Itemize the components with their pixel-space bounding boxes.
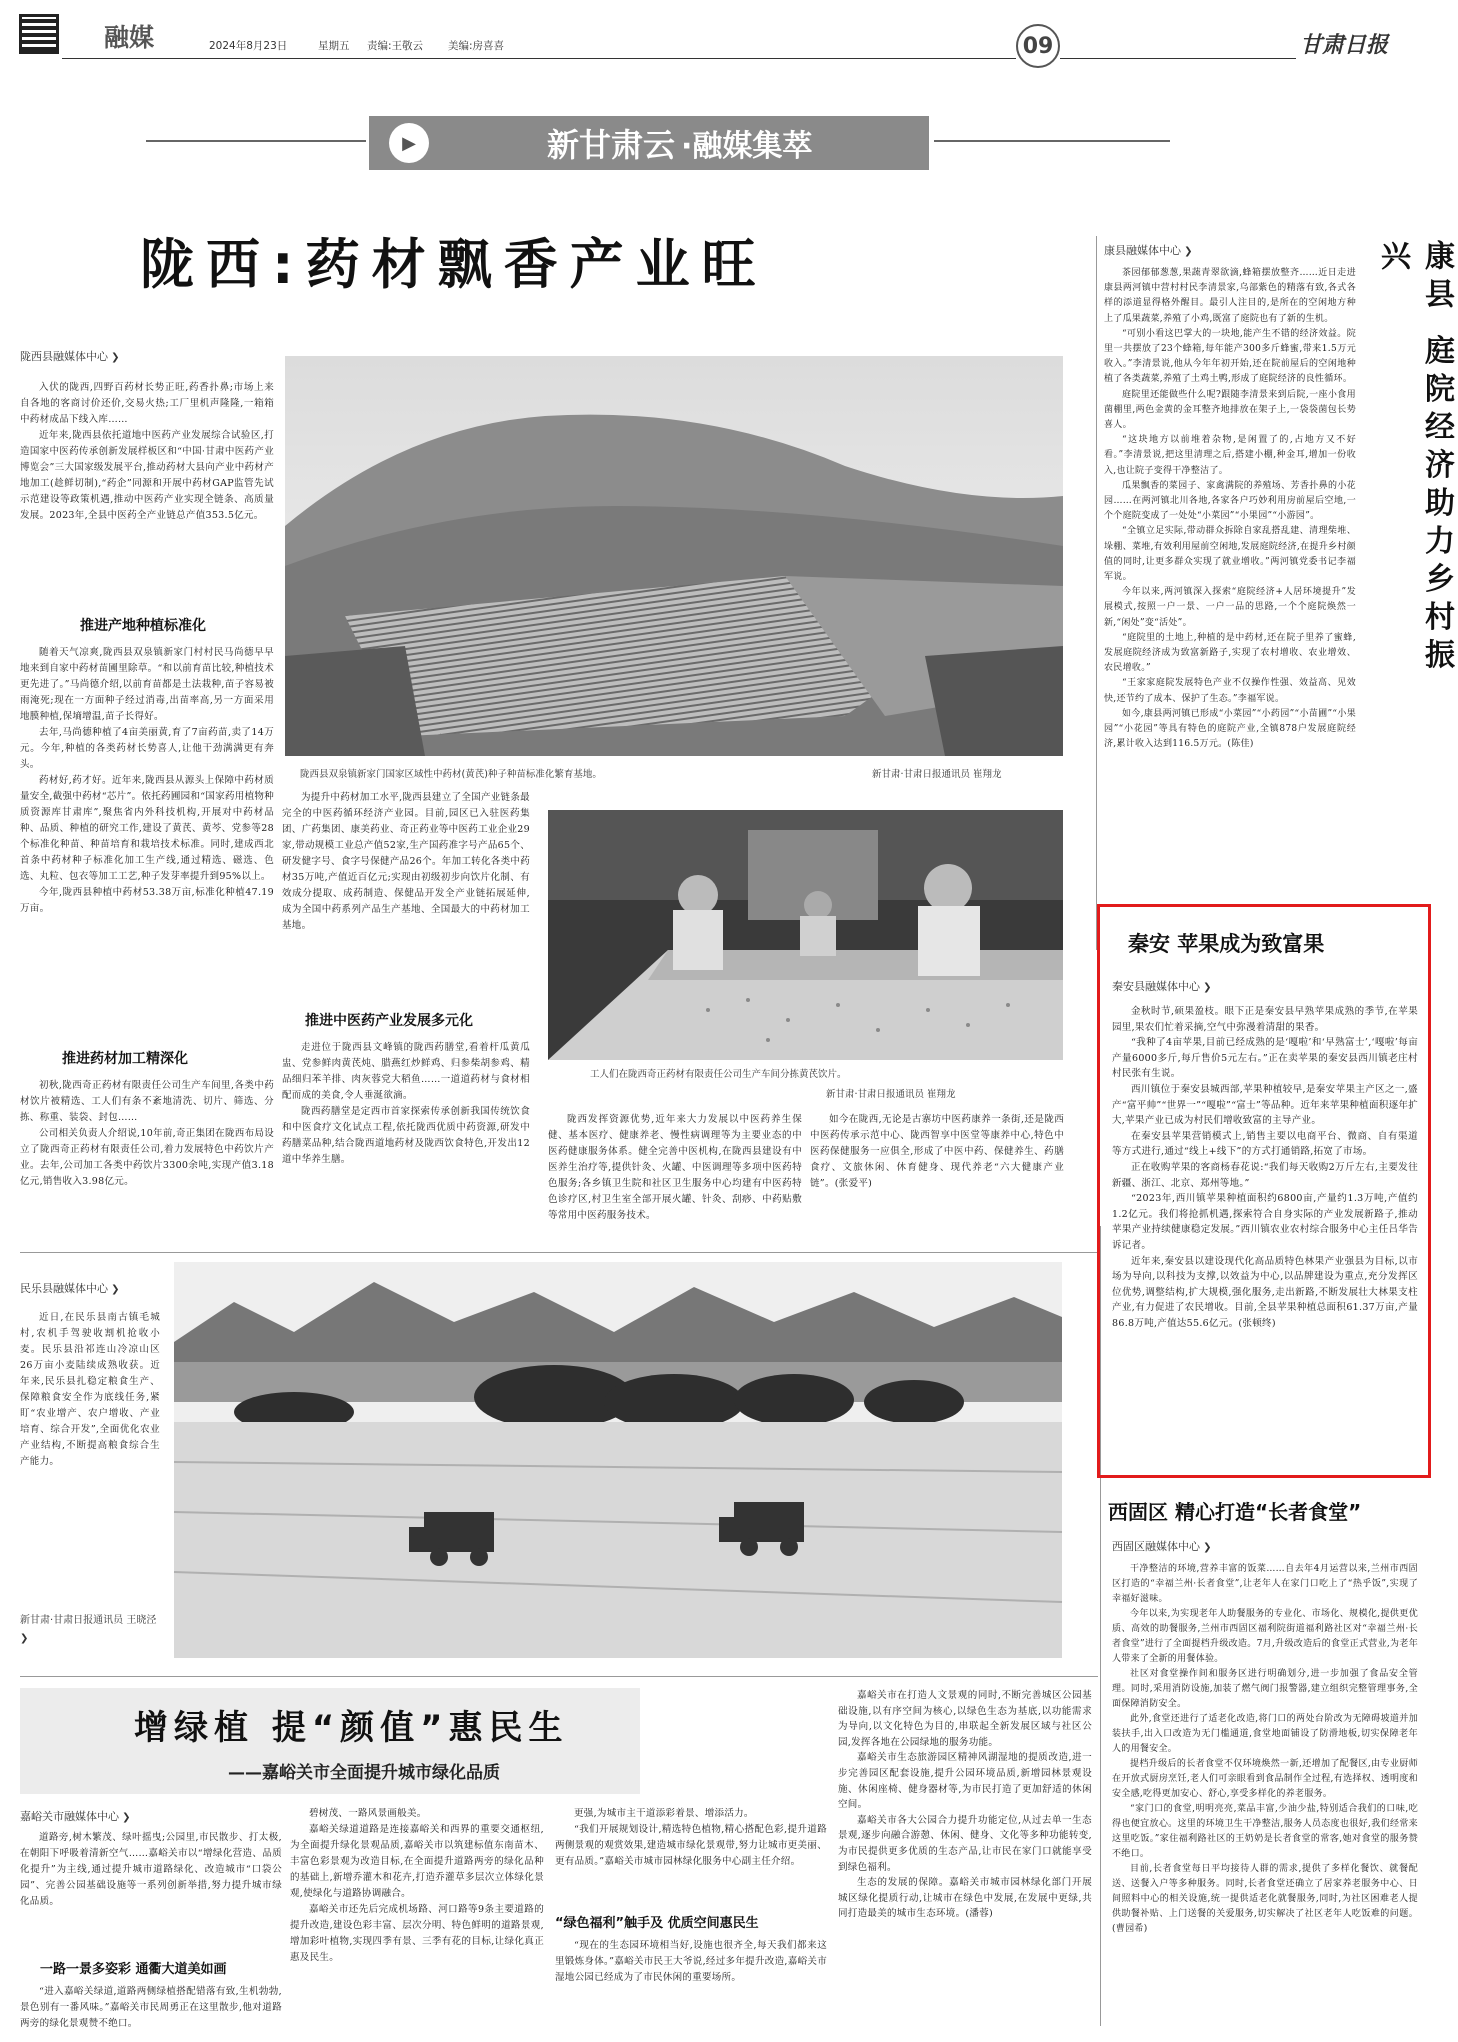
- paragraph: “2023年,西川镇苹果种植面积约6800亩,产量约1.3万吨,产值约1.2亿元。我们将抢抓机遇,探索符合自身实际的产业发展新路子,推动苹果产业持续健康稳定发展。”西川镇农业农村综合服务中心主任吕华告诉记者。: [1112, 1193, 1418, 1251]
- paragraph: 此外,食堂还进行了适老化改造,将门口的两处台阶改为无障碍坡道并加装扶手,出入口改造为无门槛通道,食堂地面铺设了防滑地板,切实保障老年人的用餐安全。: [1112, 1714, 1418, 1754]
- main-text-diversify-c: [810, 1112, 1064, 1192]
- paragraph: 目前,长者食堂每日平均接待人群的需求,提供了多样化餐饮、就餐配送、送餐入户等多种服务。同时,长者食堂还确立了居家养老服务中心、日间照料中心的相关设施,统一提供适老化就餐服务,同时,为社区困难老人提供助餐补贴、上门送餐的关爱服务,切实解决了社区老年人吃饭难的问题。(曹园希): [1112, 1864, 1418, 1934]
- designer-credit: 美编:房喜喜: [448, 40, 505, 52]
- paragraph: 嘉峪关市在打造人文景观的同时,不断完善城区公园基础设施,以有序空间为核心,以绿色生态为基底,以功能需求为导向,以文化特色为目的,串联起全新发展区域与社区公园,发挥各地在公园绿地的服务功能。: [838, 1690, 1092, 1748]
- minle-source: 民乐县融媒体中心 ❯: [20, 1280, 120, 1296]
- xigu-text: [1112, 1562, 1418, 1937]
- xigu-title: 西固区 精心打造“长者食堂”: [1108, 1500, 1362, 1524]
- photo2-credit: 新甘肃·甘肃日报通讯员 崔翔龙: [826, 1089, 956, 1100]
- jiayuguan-col3b: [555, 1938, 827, 1986]
- paragraph: 在秦安县苹果营销模式上,销售主要以电商平台、微商、自有渠道等方式进行,通过“线上+线下”的方式打通销路,拓宽了市场。: [1112, 1130, 1418, 1158]
- main-text-industry: [282, 790, 530, 934]
- main-text-diversify-b: [548, 1112, 802, 1224]
- banner-rule-left: [146, 140, 366, 142]
- subhead-processing: 推进药材加工精深化: [62, 1051, 188, 1067]
- paragraph: “家门口的食堂,明明亮亮,菜品丰富,少油少盐,特别适合我们的口味,吃得也便宜放心。这里的环境卫生干净整洁,服务人员态度也很好,我们经常来这里吃饭。”家住福利路社区的王奶奶是长者食堂的常客,她对食堂的服务赞不绝口。: [1112, 1804, 1418, 1859]
- paragraph: 嘉峪关绿道道路是连接嘉峪关和西界的重要交通枢纽,为全面提升绿化景观品质,嘉峪关市以筑建标值东南苗木、丰富色彩景观为改造目标,在全面提升道路两旁的绿化品种的基础上,新增乔灌木和花卉,打造乔灌草多层次立体绿化景观,使绿化与道路协调融合。: [290, 1824, 544, 1899]
- section-divider: [20, 1676, 1098, 1677]
- editor-credit: 责编:王敬云: [367, 40, 424, 52]
- paragraph: 嘉峪关市还先后完成机场路、河口路等9条主要道路的提升改造,建设色彩丰富、层次分明、特色鲜明的道路景观,增加彩叶植物,实现四季有景、三季有花的目标,让绿化真正惠及民生。: [290, 1904, 544, 1963]
- kangxian-source: 康县融媒体中心 ❯: [1104, 242, 1193, 258]
- minle-text: 近日,在民乐县南古镇毛城村,农机手驾驶收割机抢收小麦。民乐县沿祁连山冷凉山区26万亩小麦陆续成熟收获。近年来,民乐县扎稳定粮食生产、保障粮食安全作为底线任务,紧盯“农业增产、农户增收、产业培育、综合开发”,全面优化农业产业结构,不断提高粮食综合生产能力。: [20, 1312, 160, 1467]
- page-number: 09: [1022, 33, 1054, 59]
- paragraph: 去年,马尚德种植了4亩美丽黄,育了7亩药苗,卖了14万元。今年,种植的各类药材长势喜人,让他干劲满满更有奔头。: [20, 727, 274, 770]
- paragraph: 庭院里还能做些什么呢?跟随李清景来到后院,一座小食用菌棚里,两色金黄的金耳整齐地排放在架子上,一袋袋菌包长势喜人。: [1104, 389, 1356, 431]
- paragraph: “这块地方以前堆着杂物,是闲置了的,占地方又不好看。”李清景说,把这里清理之后,搭建小棚,种金耳,增加一份收入,也让院子变得干净整洁了。: [1104, 435, 1356, 476]
- qinan-source: 秦安县融媒体中心 ❯: [1112, 978, 1212, 994]
- banner-rule-right: [934, 140, 1170, 142]
- photo2-caption: 工人们在陇西奇正药材有限责任公司生产车间分拣黄芪饮片。: [590, 1069, 847, 1080]
- photo-factory-workers: [548, 810, 1063, 1060]
- photo-harvest: [174, 1262, 1062, 1658]
- photo1-credit: 新甘肃·甘肃日报通讯员 崔翔龙: [872, 769, 1002, 780]
- paragraph: “可别小看这巴掌大的一块地,能产生不错的经济效益。院里一共摆放了23个蜂箱,每年能产300多斤蜂蜜,带来1.5万元收入。”李清景说,他从今年年初开始,还在院前屋后的空闲地种植了各类蔬菜,养殖了土鸡土鸭,形成了庭院经济的良性循环。: [1104, 328, 1356, 385]
- paragraph: 随着天气凉爽,陇西县双泉镇新家门村村民马尚德早早地来到自家中药材苗圃里除草。“和以前育苗比较,种植技术更先进了。”马尚德介绍,以前育苗都是土法栽种,苗子容易被雨淹死;现在一方面种子经过消毒,出苗率高,另一方面采用地膜种植,保墒增温,苗子长得好。: [20, 647, 274, 722]
- paragraph: 今年以来,为实现老年人助餐服务的专业化、市场化、规模化,提供更优质、高效的助餐服务,兰州市西固区福利院街道福利路社区对“幸福兰州·长者食堂”进行了全面提档升级改造。7月,升级改造后的食堂正式营业,为老年人带来了全新的用餐体验。: [1112, 1609, 1418, 1664]
- page-number-circle: [1016, 24, 1060, 68]
- qr-code-icon: [19, 14, 59, 54]
- paragraph: 干净整洁的环境,营养丰富的饭菜……自去年4月运营以来,兰州市西固区打造的“幸福兰州·长者食堂”,让老年人在家门口吃上了“热乎饭”,实现了幸福好滋味。: [1112, 1564, 1418, 1604]
- kangxian-text: [1104, 266, 1356, 753]
- aerial-fields-image: [285, 356, 1063, 756]
- paragraph: 如今在陇西,无论是古寨坊中医药康养一条街,还是陇西中医药传承示范中心、陇西智享中医堂等康养中心,特色中医药保健服务一应俱全,形成了中医中药、保健养生、药膳食疗、文旅休闲、休育健身、现代养老“六大健康产业链”。(张爱平): [810, 1114, 1064, 1189]
- main-headline: 陇西:药材飘香产业旺: [140, 233, 768, 296]
- paragraph: “进入嘉峪关绿道,道路两侧绿植搭配错落有致,生机勃勃,景色别有一番风味。”嘉峪关市民周勇正在这里散步,他对道路两旁的绿化景观赞不绝口。: [20, 1986, 282, 2029]
- jiayuguan-col1b: [20, 1984, 282, 2032]
- paragraph: 陇西药膳堂是定西市首家探索传承创新我国传统饮食和中医食疗文化试点工程,依托陇西优质中药资源,研发中药膳菜品种,结合陇西道地药材及陇西饮食特色,开发出12道中华养生膳。: [282, 1106, 530, 1165]
- main-text-planting: [20, 645, 274, 917]
- jiayuguan-subhead-2: “绿色福利”触手及 优质空间惠民生: [555, 1916, 759, 1931]
- paragraph: 生态的发展的保障。嘉峪关市城市园林绿化部门开展城区绿化提质行动,让城市在绿色中发展,在发展中更绿,共同打造最美的城市生态环境。(潘蓉): [838, 1877, 1092, 1920]
- jiayuguan-source: 嘉峪关市融媒体中心 ❯: [20, 1808, 131, 1824]
- paragraph: 陇西发挥资源优势,近年来大力发展以中医药养生保健、基本医疗、健康养老、慢性病调理等为主要业态的中医药健康服务体系。健全完善中医机构,在陇西县建设有中医养生治疗等,提供针灸、火罐、中医调理等多项中医药特色服务;各乡镇卫生院和社区卫生服务中心均建有中医药特色诊疗区,村卫生室全部开展火罐、针灸、刮痧、中药贴敷等常用中医药服务技术。: [548, 1114, 802, 1221]
- paragraph: 道路旁,树木繁茂、绿叶摇曳;公园里,市民散步、打太极,在朝阳下呼吸着清新空气……嘉峪关市以“增绿化营造、品质化提升”为主线,通过提升城市道路绿化、改造城市“口袋公园”、完善公园基础设施等一系列创新举措,努力提升城市绿化品质。: [20, 1832, 282, 1907]
- paragraph: 碧树茂、一路风景画般美。: [309, 1808, 427, 1819]
- paragraph: 正在收购苹果的客商杨春花说:“我们每天收购2万斤左右,主要发往新疆、浙江、北京、郑州等地。”: [1112, 1161, 1418, 1189]
- play-icon: ▶: [389, 123, 429, 163]
- paragraph: “现在的生态园环境相当好,设施也很齐全,每天我们都来这里锻炼身体。”嘉峪关市民王大爷说,经过多年提升改造,嘉峪关市湿地公园已经成为了市民休闲的重要场所。: [555, 1940, 827, 1983]
- main-intro: [20, 380, 274, 524]
- paragraph: 社区对食堂操作间和服务区进行明确划分,进一步加强了食品安全管理。同时,采用消防设施,加装了燃气阀门报警器,建立组织完整管理事务,全面保障消防安全。: [1112, 1669, 1418, 1709]
- photo-aerial-fields: [285, 356, 1063, 756]
- qinan-title: 秦安 苹果成为致富果: [1128, 932, 1325, 956]
- paragraph: 今年,陇西县种植中药材53.38万亩,标准化种植47.19万亩。: [20, 887, 274, 914]
- harvest-image: [174, 1262, 1062, 1658]
- paragraph: “我们开展规划设计,精选特色植物,精心搭配色彩,提升道路两侧景观的观赏效果,建造城市绿化景观带,努力让城市更美丽、更有品质。”嘉峪关市城市园林绿化服务中心副主任介绍。: [555, 1824, 827, 1867]
- page-header: [0, 0, 1434, 68]
- paragraph: 瓜果飘香的菜园子、家禽满院的养殖场、芳香扑鼻的小花园……在两河镇北川各地,各家各户巧妙利用房前屋后空地,一个个庭院变成了一处处“小菜园”“小果园”“小游园”。: [1104, 480, 1356, 522]
- paragraph: 提档升级后的长者食堂不仅环境焕然一新,还增加了配餐区,由专业厨师在开放式厨房烹饪,老人们可亲眼看到食品制作全过程,有选择权、透明度和安全感,吃得更加安心、舒心,享受多样化的养老服务。: [1112, 1759, 1418, 1799]
- paragraph: 为提升中药材加工水平,陇西县建立了全国产业链条最完全的中医药循环经济产业园。目前,园区已入驻医药集团、广药集团、康美药业、奇正药业等中医药工业企业29家,带动规模工业总产值52家,生产国药准字号产品65个、研发健字号、食字号保健产品26个。年加工转化各类中药材35万吨,产值近百亿元;实现由初级初步向饮片化制、有效成分提取、成药制造、保健品开发全产业链拓展延伸,成为全国中药系列产品生产基地、全国最大的中药材加工基地。: [282, 792, 530, 931]
- paragraph: 入伏的陇西,四野百药材长势正旺,药香扑鼻;市场上来自各地的客商讨价还价,交易火热;工厂里机声隆隆,一箱箱中药材成品下线入库……: [20, 382, 274, 425]
- paragraph: 嘉峪关市生态旅游园区精神风湖湿地的提质改造,进一步完善园区配套设施,提升公园环境品质,新增园林景观设施、休闲座椅、健身器材等,为市民打造了更加舒适的休闲空间。: [838, 1752, 1092, 1811]
- main-text-diversify-a: [282, 1040, 530, 1168]
- jiayuguan-col4: [838, 1688, 1092, 1922]
- paragraph: 今年以来,两河镇深入探索“庭院经济+人居环境提升”发展模式,按照一户一景、一户一品的思路,一个个庭院焕然一新,“闲处”变“活处”。: [1104, 587, 1356, 628]
- header-rule: [62, 58, 1016, 59]
- paragraph: 药材好,药才好。近年来,陇西县从源头上保障中药材质量安全,截强中药材“芯片”。依托药圃园和“国家药用植物种质资源库甘肃库”,聚焦省内外科技机构,开展对中药材品种、品质、种植的研究工作,建设了黄芪、黄芩、党参等28个标准化种苗、种苗培育和栽培技术标准。同时,建成西北首条中药材种子标准化加工生产线,通过精选、磁选、色选、丸粒、包衣等加工工艺,种子发芽率提升到95%以上。: [20, 775, 274, 882]
- paragraph: 西川镇位于秦安县城西部,苹果种植较早,是秦安苹果主产区之一,盛产“富平帅”“世界一”“嘎啦”“富士”等品种。近年来苹果种植面积逐年扩大,苹果产业已成为村民们增收致富的主导产业。: [1112, 1083, 1418, 1127]
- qinan-text: [1112, 1004, 1418, 1331]
- kangxian-title: 康县 庭院经济助力乡村振兴: [1375, 240, 1454, 677]
- paragraph: 金秋时节,硕果盈枝。眼下正是秦安县早熟苹果成熟的季节,在苹果园里,果农们忙着采摘,空气中弥漫着清甜的果香。: [1112, 1006, 1418, 1033]
- paragraph: “王家家庭院发展特色产业不仅操作性强、效益高、见效快,还节约了成本、保护了生态。”李福军说。: [1104, 678, 1356, 704]
- jiayuguan-col2: [290, 1806, 544, 1966]
- paragraph: 走进位于陇西县文峰镇的陇西药膳堂,看着杆瓜黄瓜盅、党参鲜肉黄芪炖、腊燕红炒鲜鸡、归参柴胡参鸡、精品细归苯羊排、肉灰蓉党大稻鱼……一道道药材与食材相配而成的美食,令人垂涎欲滴。: [282, 1042, 530, 1101]
- section-label: 融媒: [104, 23, 155, 52]
- banner-subtitle: ·融媒集萃: [681, 129, 813, 164]
- paragraph: 初秋,陇西奇正药材有限责任公司生产车间里,各类中药材饮片被精选、工人们有条不紊地清洗、切片、筛选、分拣、称重、装袋、封包……: [20, 1080, 274, 1123]
- subhead-planting: 推进产地种植标准化: [80, 618, 206, 634]
- paragraph: 公司相关负责人介绍说,10年前,奇正集团在陇西布局设立了陇西奇正药材有限责任公司,着力发展特色中药饮片产业。去年,公司加工各类中药饮片3300余吨,实现产值3.18亿元,销售收入3.98亿元。: [20, 1128, 274, 1187]
- jiayuguan-subhead-1: 一路一景多姿彩 通衢大道美如画: [40, 1962, 227, 1977]
- jiayuguan-title: 增绿植 提“颜值”惠民生: [134, 1708, 569, 1748]
- xigu-source: 西固区融媒体中心 ❯: [1112, 1538, 1212, 1554]
- jiayuguan-subtitle: ——嘉峪关市全面提升城市绿化品质: [228, 1763, 500, 1783]
- paragraph: “全镇立足实际,带动群众拆除自家乱搭乱建、清理柴堆、垛棚、菜堆,有效利用屋前空闲地,发展庭院经济,在提升乡村颜值的同时,让更多群众实现了就业增收。”两河镇党委书记李福军说。: [1104, 526, 1356, 583]
- section-divider: [20, 1252, 1098, 1253]
- paragraph: “我种了4亩苹果,目前已经成熟的是‘嘎啦’和‘早熟富士’,‘嘎啦’每亩产量6000多斤,每斤售价5元左右。”正在卖苹果的秦安县西川镇老庄村村民张有生说。: [1112, 1037, 1418, 1080]
- paragraph: 如今,康县两河镇已形成“小菜园”“小药园”“小苗圃”“小果园”“小花园”等具有特色的庭院产业,全镇878户发展庭院经济,累计收入达到116.5万元。(陈佳): [1104, 708, 1356, 750]
- column-divider: [1096, 236, 1097, 950]
- paragraph: 嘉峪关市各大公园合力提升功能定位,从过去单一生态景观,逐步向融合游憩、休闲、健身、文化等多种功能转变,为市民提供更多优质的生态产品,让市民在家门口就能享受到绿色福利。: [838, 1814, 1092, 1873]
- paper-name-logo: 甘肃日报: [1300, 32, 1389, 58]
- paragraph: 近年来,陇西县依托道地中医药产业发展综合试验区,打造国家中医药传承创新发展样板区和“中国·甘肃中医药产业博览会”三大国家级发展平台,推动药材大县向产业中药材产地加工(趁鲜切制),“药企”同源和开展中药材GAP监管先试示范建设等政策机遇,推动中医药产业实现全链条、高质量发展。2023年,全县中医药全产业链总产值353.5亿元。: [20, 430, 274, 521]
- issue-weekday: 星期五: [318, 40, 350, 52]
- jiayuguan-col1: [20, 1830, 282, 1910]
- photo1-caption: 陇西县双泉镇新家门国家区域性中药材(黄芪)种子种苗标准化繁育基地。: [300, 769, 602, 780]
- issue-date: 2024年8月23日: [209, 40, 288, 52]
- jiayuguan-col3: [555, 1806, 827, 1870]
- main-source: 陇西县融媒体中心 ❯: [20, 348, 120, 364]
- paragraph: 近年来,秦安县以建设现代化高品质特色林果产业强县为目标,以市场为导向,以科技为支撑,以效益为中心,以品牌建设为重点,充分发挥区位优势,调整结构,扩大规模,强化服务,走出新路,不断发展壮大林果支柱产业,有力促进了农民增收。目前,全县苹果种植总面积61.37万亩,产量86.8万吨,产值达55.6亿元。(张顿终): [1112, 1255, 1418, 1329]
- factory-workers-image: [548, 810, 1063, 1060]
- paragraph: 茶园郁郁葱葱,果蔬青翠欲滴,蜂箱摆放整齐……近日走进康县两河镇中营村村民李清景家,乌部紫色的精落有致,各式各样的添道显得格外醒目。最引人注目的,是所在的空闲地方种上了瓜果蔬菜,养殖了小鸡,既富了庭院也有了新的生机。: [1104, 268, 1356, 324]
- banner: [369, 116, 929, 170]
- paragraph: “庭院里的土地上,种植的是中药材,还在院子里养了蜜蜂,发展庭院经济成为致富新路子,实现了农村增收、农业增效、农民增收。”: [1104, 632, 1356, 674]
- subhead-diversify: 推进中医药产业发展多元化: [305, 1013, 473, 1029]
- header-rule-right: [1060, 58, 1296, 59]
- banner-title: 新甘肃云: [547, 126, 676, 164]
- main-text-processing: [20, 1078, 274, 1190]
- minle-credit: 新甘肃·甘肃日报通讯员 王晓泾 ❯: [20, 1612, 160, 1648]
- paragraph: 更强,为城市主干道添彩着景、增添活力。: [574, 1808, 754, 1819]
